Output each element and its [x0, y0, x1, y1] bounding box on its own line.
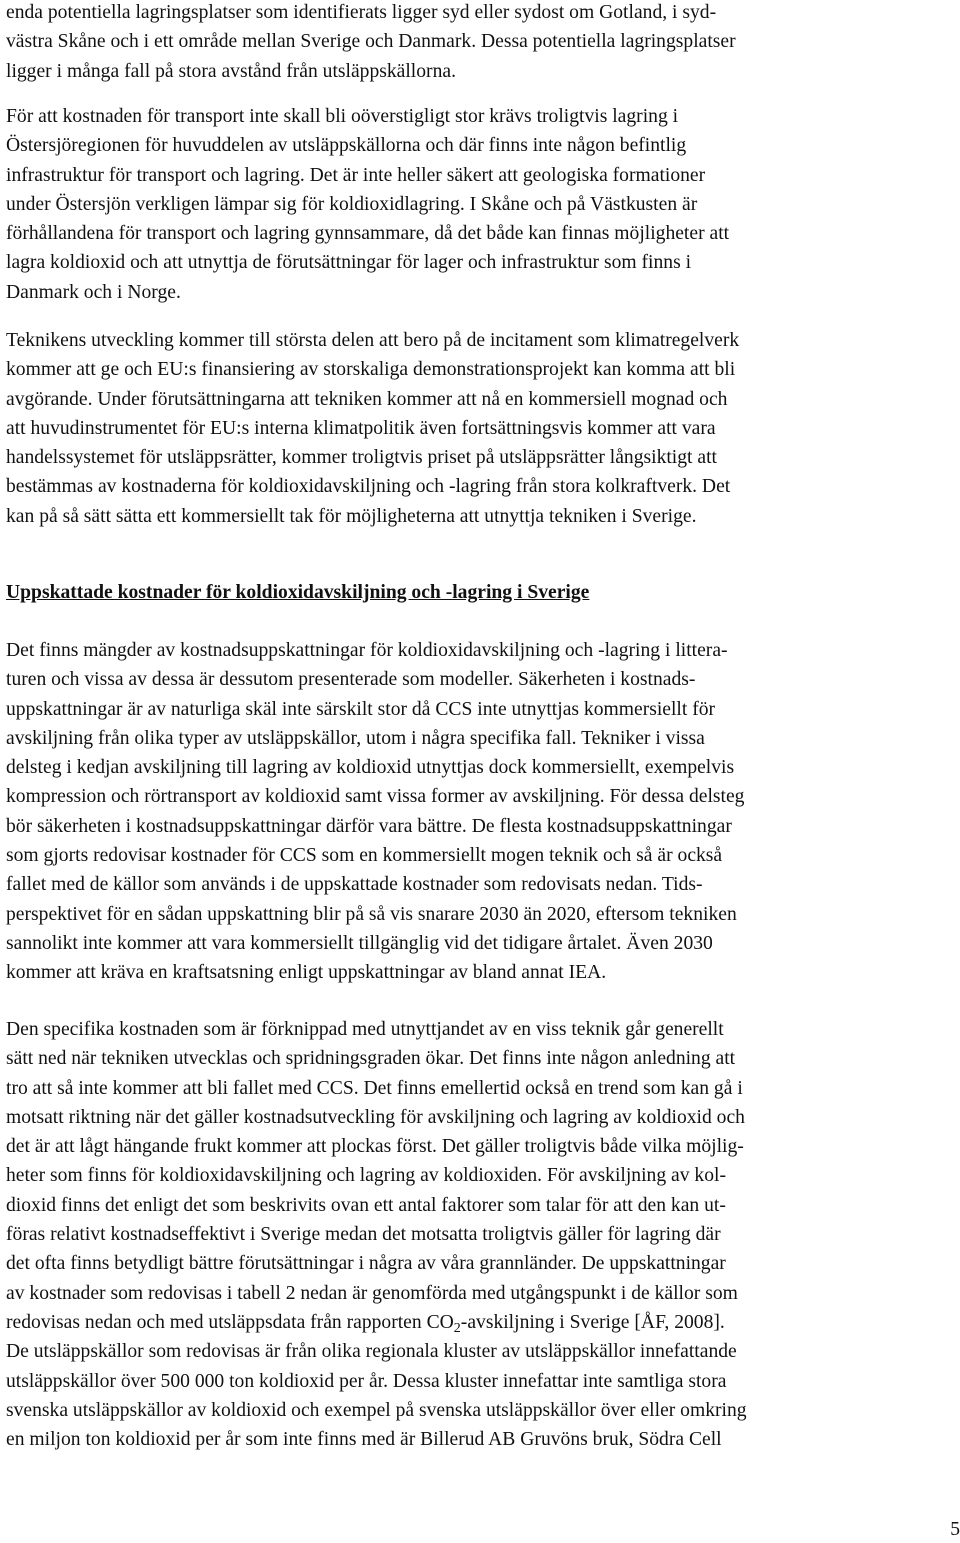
- section-heading: Uppskattade kostnader för koldioxidavskiljning och -lagring i Sverige: [6, 582, 590, 603]
- text-line: förhållandena för transport och lagring gynnsammare, då det både kan finnas möjligheter att: [6, 223, 730, 245]
- text-line: en miljon ton koldioxid per år som inte finns med är Billerud AB Gruvöns bruk, Södra Cell: [6, 1429, 722, 1451]
- text-line: Det finns mängder av kostnadsuppskattningar för koldioxidavskiljning och -lagring i littera-: [6, 640, 728, 661]
- text-line: handelssystemet för utsläppsrätter, kommer troligtvis priset på utsläppsrätter långsiktigt att: [6, 447, 717, 469]
- co2-line-suffix: -avskiljning i Sverige [ÅF, 2008].: [460, 1311, 725, 1333]
- co2-line-prefix: redovisas nedan och med utsläppsdata från rapporten CO: [6, 1311, 454, 1333]
- text-line: Den specifika kostnaden som är förknippad med utnyttjandet av en viss teknik går generellt: [6, 1019, 724, 1040]
- text-line: kan på så sätt sätta ett kommersiellt tak för möjligheterna att utnyttja tekniken i Sverige.: [6, 505, 697, 527]
- text-line: lagra koldioxid och att utnyttja de förutsättningar för lager och infrastruktur som finns i: [6, 252, 692, 274]
- text-line: utsläppskällor över 500 000 ton koldioxid per år. Dessa kluster innefattar inte samtliga stora: [6, 1370, 727, 1392]
- text-line: fallet med de källor som används i de uppskattade kostnader som redovisats nedan. Tids-: [6, 874, 703, 896]
- page-number: 5: [950, 1519, 960, 1540]
- co2-text-line: [6, 1308, 958, 1337]
- text-line: sätt ned när tekniken utvecklas och spridningsgraden ökar. Det finns inte någon anledning att: [6, 1048, 736, 1070]
- text-line: uppskattningar är av naturliga skäl inte särskilt stor då CCS inte utnyttjas kommersiellt för: [6, 698, 716, 720]
- text-line: svenska utsläppskällor av koldioxid och exempel på svenska utsläppskällor över eller omkring: [6, 1399, 747, 1421]
- paragraph-3: [6, 326, 958, 531]
- text-line: avskiljning från olika typer av utsläppskällor, utom i några specifika fall. Tekniker i vissa: [6, 727, 705, 749]
- text-line: västra Skåne och i ett område mellan Sverige och Danmark. Dessa potentiella lagringsplatser: [6, 31, 736, 53]
- co2-subscript: 2: [453, 1320, 461, 1336]
- text-line: dioxid finns det enligt det som beskrivits ovan ett antal faktorer som talar för att den kan ut-: [6, 1194, 726, 1216]
- paragraph-1: [6, 0, 958, 86]
- text-line: perspektivet för en sådan uppskattning blir på så vis snarare 2030 än 2020, eftersom tekniken: [6, 903, 737, 925]
- text-line: heter som finns för koldioxidavskiljning och lagring av koldioxiden. För avskiljning av kol-: [6, 1165, 726, 1187]
- text-line: under Östersjön verkligen lämpar sig för koldioxidlagring. I Skåne och på Västkusten är: [6, 193, 698, 215]
- text-line: tro att så inte kommer att bli fallet med CCS. Det finns emellertid också en trend som kan gå i: [6, 1077, 743, 1099]
- text-line: motsatt riktning när det gäller kostnadsutveckling för avskiljning och lagring av koldioxid och: [6, 1106, 745, 1128]
- text-line: att huvudinstrumentet för EU:s interna klimatpolitik även fortsättningsvis kommer att vara: [6, 417, 716, 439]
- paragraph-5: [6, 1015, 958, 1454]
- text-line: sannolikt inte kommer att vara kommersiellt tillgänglig vid det tidigare årtalet. Även 2030: [6, 932, 713, 954]
- text-line: infrastruktur för transport och lagring. Det är inte heller säkert att geologiska formationer: [6, 164, 706, 186]
- paragraph-4: [6, 636, 958, 988]
- text-line: delsteg i kedjan avskiljning till lagring av koldioxid utnyttjas dock kommersiellt, exempelvis: [6, 757, 735, 779]
- text-line: De utsläppskällor som redovisas är från olika regionala kluster av utsläppskällor innefattande: [6, 1341, 737, 1363]
- text-line: kommer att ge och EU:s finansiering av storskaliga demonstrationsprojekt kan komma att bli: [6, 359, 736, 381]
- text-line: Teknikens utveckling kommer till största delen att bero på de incitament som klimatregelverk: [6, 330, 740, 351]
- text-line: av kostnader som redovisas i tabell 2 nedan är genomförda med utgångspunkt i de källor som: [6, 1282, 738, 1304]
- text-line: enda potentiella lagringsplatser som identifierats ligger syd eller sydost om Gotland, i syd-: [6, 2, 717, 23]
- text-line: kompression och rörtransport av koldioxid samt vissa former av avskiljning. För dessa delsteg: [6, 786, 745, 808]
- text-line: Danmark och i Norge.: [6, 281, 181, 303]
- text-line: turen och vissa av dessa är dessutom presenterade som modeller. Säkerheten i kostnads-: [6, 669, 696, 691]
- text-line: ligger i många fall på stora avstånd från utsläppskällorna.: [6, 60, 456, 82]
- text-line: bestämmas av kostnaderna för koldioxidavskiljning och -lagring från stora kolkraftverk. Det: [6, 476, 731, 498]
- text-line: som gjorts redovisar kostnader för CCS som en kommersiellt mogen teknik och så är också: [6, 845, 723, 867]
- text-line: föras relativt kostnadseffektivt i Sverige medan det motsatta troligtvis gäller för lagring där: [6, 1224, 721, 1246]
- text-line: det ofta finns betydligt bättre förutsättningar i några av våra grannländer. De uppskattningar: [6, 1253, 726, 1275]
- text-line: Östersjöregionen för huvuddelen av utsläppskällorna och där finns inte någon befintlig: [6, 135, 687, 157]
- text-line: För att kostnaden för transport inte skall bli oöverstigligt stor krävs troligtvis lagring i: [6, 106, 679, 127]
- text-line: det är att lågt hängande frukt kommer att plockas först. Det gäller troligtvis både vilka möjlig-: [6, 1136, 744, 1158]
- text-line: avgörande. Under förutsättningarna att tekniken kommer att nå en kommersiell mognad och: [6, 388, 728, 410]
- paragraph-2: [6, 102, 958, 307]
- text-line: kommer att kräva en kraftsatsning enligt uppskattningar av bland annat IEA.: [6, 962, 607, 984]
- text-line: bör säkerheten i kostnadsuppskattningar därför vara bättre. De flesta kostnadsuppskattningar: [6, 815, 732, 837]
